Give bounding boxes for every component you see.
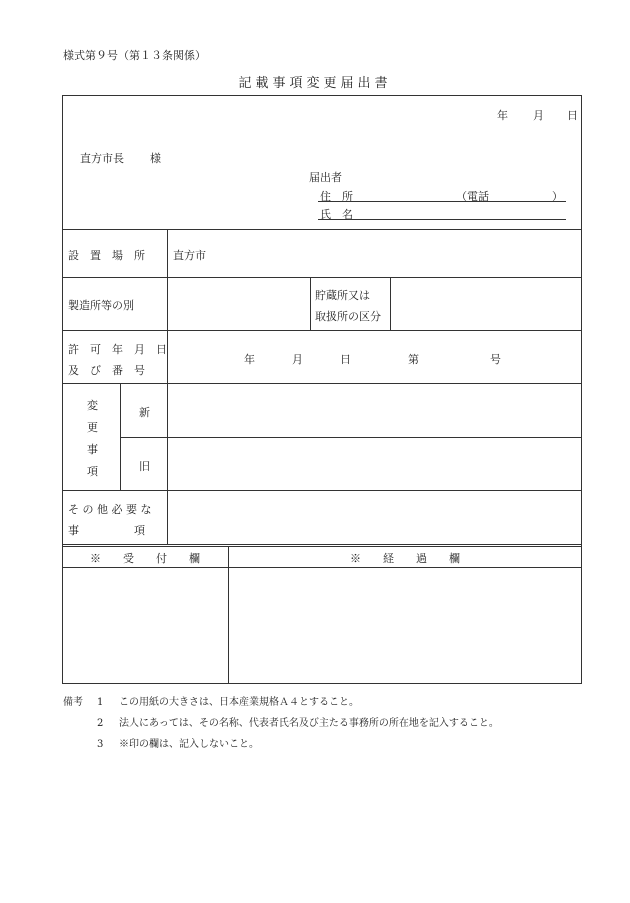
divider <box>310 277 311 330</box>
facility-type-label: 製造所等の別 <box>68 299 134 312</box>
divider <box>62 383 582 384</box>
divider <box>62 567 582 568</box>
location-label: 設 置 場 所 <box>68 249 145 262</box>
change-label-4: 項 <box>87 465 98 478</box>
change-label-2: 更 <box>87 421 98 434</box>
permit-year: 年 <box>244 353 255 366</box>
divider <box>120 383 121 490</box>
divider <box>62 544 582 545</box>
addressee: 直方市長 <box>80 152 124 165</box>
notifier-label: 届出者 <box>309 171 342 184</box>
notes-title: 備考 <box>63 697 83 708</box>
note-number: 3 <box>97 739 104 750</box>
change-label-1: 変 <box>87 399 98 412</box>
progress-column-header: ※ 経 過 欄 <box>350 552 460 565</box>
note-number: 2 <box>97 718 104 729</box>
permit-number-prefix: 第 <box>408 353 419 366</box>
storage-label-line2: 取扱所の区分 <box>315 310 381 323</box>
divider <box>62 229 582 230</box>
other-label-line1: そ の 他 必 要 な <box>68 503 152 516</box>
document-title: 記載事項変更届出書 <box>238 76 392 91</box>
note-text: この用紙の大きさは、日本産業規格Ａ４とすること。 <box>119 697 359 708</box>
divider <box>228 546 229 684</box>
note-item <box>63 692 499 713</box>
address-label: 住 所 <box>320 190 353 203</box>
phone-close: ） <box>552 190 563 203</box>
divider <box>390 277 391 330</box>
note-number: 1 <box>97 697 104 708</box>
permit-month: 月 <box>292 353 303 366</box>
permit-label-line1: 許 可 年 月 日 <box>68 343 167 356</box>
permit-label-line2: 及 び 番 号 <box>68 364 145 377</box>
name-label: 氏 名 <box>320 208 353 221</box>
storage-label-line1: 貯蔵所又は <box>315 289 370 302</box>
note-text: 法人にあっては、その名称、代表者氏名及び主たる事務所の所在地を記入すること。 <box>119 718 499 729</box>
divider <box>62 546 582 547</box>
name-underline <box>318 219 566 220</box>
divider <box>62 490 582 491</box>
note-item <box>63 713 499 734</box>
date-year: 年 <box>497 109 508 122</box>
phone-open: （電話 <box>456 190 489 203</box>
old-label: 旧 <box>139 460 150 473</box>
permit-day: 日 <box>340 353 351 366</box>
note-item <box>63 734 499 755</box>
divider <box>62 277 582 278</box>
divider <box>62 330 582 331</box>
address-underline <box>318 201 566 202</box>
date-day: 日 <box>567 109 578 122</box>
form-number-label: 様式第９号（第１３条関係） <box>63 49 206 62</box>
other-label-line2: 事 項 <box>68 524 145 537</box>
location-value: 直方市 <box>173 249 206 262</box>
divider <box>120 437 582 438</box>
addressee-honorific: 様 <box>150 152 161 165</box>
reception-column-header: ※ 受 付 欄 <box>90 552 200 565</box>
notes-section <box>63 692 499 755</box>
divider <box>167 229 168 544</box>
new-label: 新 <box>139 406 150 419</box>
note-text: ※印の欄は、記入しないこと。 <box>119 739 259 750</box>
date-month: 月 <box>533 109 544 122</box>
permit-number-suffix: 号 <box>490 353 501 366</box>
change-label-3: 事 <box>87 443 98 456</box>
